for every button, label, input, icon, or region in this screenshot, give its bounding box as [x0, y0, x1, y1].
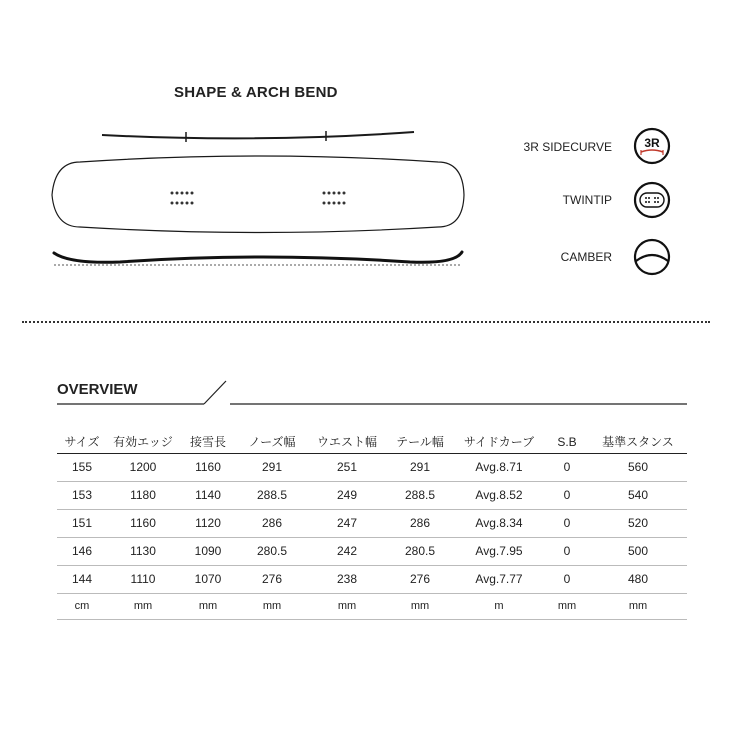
- cell-stance: 560: [589, 453, 687, 481]
- feature-camber-label: CAMBER: [560, 250, 612, 264]
- board-top-profile: [102, 132, 414, 138]
- cell-effective-edge: 1110: [107, 565, 179, 593]
- section-divider: [22, 321, 710, 323]
- cell-sb: 0: [545, 565, 589, 593]
- cell-sidecurve: Avg.8.71: [453, 453, 545, 481]
- unit-sb: mm: [545, 593, 589, 619]
- cell-effective-edge: 1160: [107, 509, 179, 537]
- unit-waist-width: mm: [307, 593, 387, 619]
- cell-nose-width: 288.5: [237, 481, 307, 509]
- 3r-badge-text: 3R: [644, 136, 660, 150]
- cell-stance: 480: [589, 565, 687, 593]
- board-outline: [52, 156, 464, 233]
- cell-waist-width: 242: [307, 537, 387, 565]
- cell-tail-width: 291: [387, 453, 453, 481]
- cell-waist-width: 251: [307, 453, 387, 481]
- cell-size: 151: [57, 509, 107, 537]
- cell-waist-width: 249: [307, 481, 387, 509]
- cell-contact-length: 1070: [179, 565, 237, 593]
- header-contact-length: 接雪長: [179, 431, 237, 453]
- overview-title: OVERVIEW: [57, 381, 138, 398]
- cell-contact-length: 1160: [179, 453, 237, 481]
- cell-contact-length: 1120: [179, 509, 237, 537]
- table-row: [57, 565, 687, 593]
- cell-nose-width: 291: [237, 453, 307, 481]
- cell-sb: 0: [545, 537, 589, 565]
- header-effective-edge: 有効エッジ: [107, 431, 179, 453]
- cell-size: 155: [57, 453, 107, 481]
- cell-sidecurve: Avg.7.77: [453, 565, 545, 593]
- table-row: [57, 453, 687, 481]
- cell-nose-width: 276: [237, 565, 307, 593]
- cell-sidecurve: Avg.8.34: [453, 509, 545, 537]
- header-nose-width: ノーズ幅: [237, 431, 307, 453]
- cell-sidecurve: Avg.7.95: [453, 537, 545, 565]
- cell-tail-width: 276: [387, 565, 453, 593]
- cell-effective-edge: 1180: [107, 481, 179, 509]
- header-tail-width: テール幅: [387, 431, 453, 453]
- cell-size: 146: [57, 537, 107, 565]
- cell-tail-width: 286: [387, 509, 453, 537]
- 3r-sidecurve-icon: [632, 126, 672, 166]
- feature-twintip-label: TWINTIP: [562, 193, 612, 207]
- shape-section-title: SHAPE & ARCH BEND: [174, 84, 338, 101]
- cell-size: 144: [57, 565, 107, 593]
- header-sb: S.B: [545, 431, 589, 453]
- cell-stance: 520: [589, 509, 687, 537]
- cell-stance: 540: [589, 481, 687, 509]
- table-row: [57, 537, 687, 565]
- cell-sidecurve: Avg.8.52: [453, 481, 545, 509]
- board-side-profile: [54, 252, 462, 262]
- cell-stance: 500: [589, 537, 687, 565]
- camber-icon: [632, 237, 672, 277]
- cell-sb: 0: [545, 509, 589, 537]
- cell-tail-width: 288.5: [387, 481, 453, 509]
- header-size: サイズ: [57, 431, 107, 453]
- twintip-icon: [632, 180, 672, 220]
- cell-nose-width: 280.5: [237, 537, 307, 565]
- cell-effective-edge: 1200: [107, 453, 179, 481]
- cell-sb: 0: [545, 481, 589, 509]
- unit-nose-width: mm: [237, 593, 307, 619]
- cell-contact-length: 1140: [179, 481, 237, 509]
- inserts-right: [323, 192, 346, 205]
- unit-contact-length: mm: [179, 593, 237, 619]
- header-waist-width: ウエスト幅: [307, 431, 387, 453]
- feature-3r-sidecurve-label: 3R SIDECURVE: [523, 140, 612, 154]
- unit-sidecurve: m: [453, 593, 545, 619]
- spec-table: [57, 431, 687, 620]
- header-sidecurve: サイドカーブ: [453, 431, 545, 453]
- cell-waist-width: 238: [307, 565, 387, 593]
- cell-tail-width: 280.5: [387, 537, 453, 565]
- cell-contact-length: 1090: [179, 537, 237, 565]
- unit-tail-width: mm: [387, 593, 453, 619]
- board-diagram: [0, 0, 730, 300]
- units-row: [57, 593, 687, 619]
- unit-size: cm: [57, 593, 107, 619]
- table-row: [57, 481, 687, 509]
- spec-header-row: [57, 431, 687, 453]
- cell-size: 153: [57, 481, 107, 509]
- header-stance: 基準スタンス: [589, 431, 687, 453]
- cell-waist-width: 247: [307, 509, 387, 537]
- unit-stance: mm: [589, 593, 687, 619]
- cell-sb: 0: [545, 453, 589, 481]
- cell-effective-edge: 1130: [107, 537, 179, 565]
- inserts-left: [171, 192, 194, 205]
- unit-effective-edge: mm: [107, 593, 179, 619]
- cell-nose-width: 286: [237, 509, 307, 537]
- table-row: [57, 509, 687, 537]
